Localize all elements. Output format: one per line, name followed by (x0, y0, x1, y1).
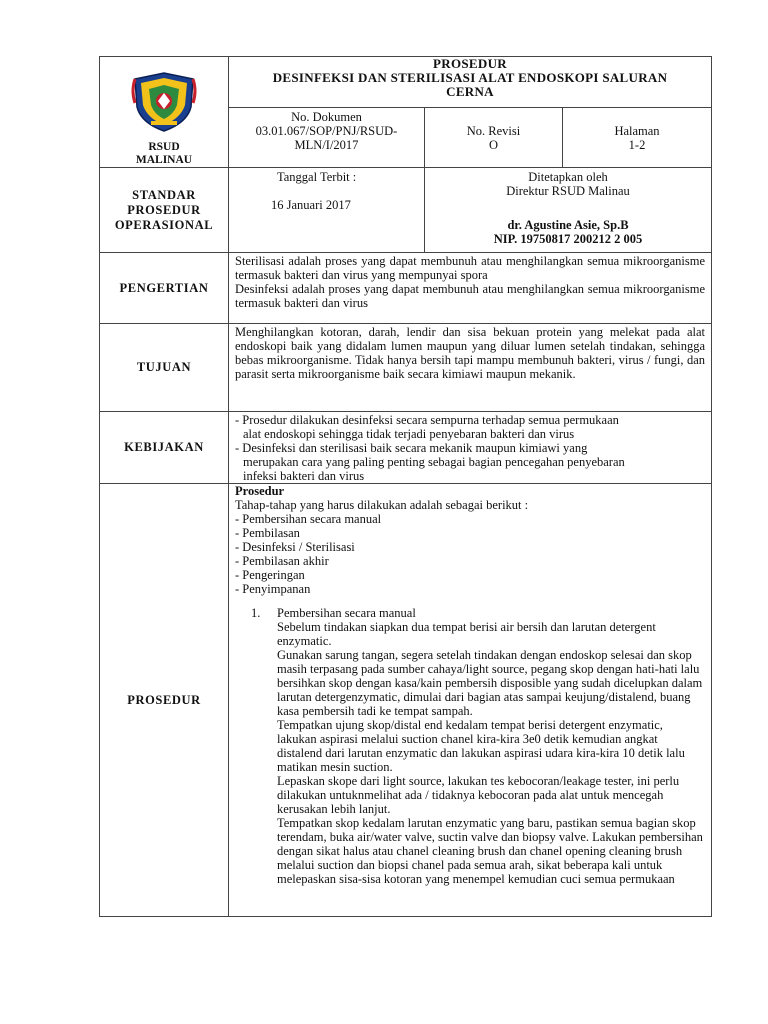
spo-label-line2: PROSEDUR (127, 202, 201, 217)
title-line3: CERNA (446, 84, 494, 99)
kebijakan-item2-line1: - Desinfeksi dan sterilisasi baik secara mekanik maupun kimiawi yang (235, 441, 588, 455)
ditetapkan-label: Ditetapkan oleh (528, 170, 608, 184)
ditetapkan-cell (425, 168, 712, 253)
kebijakan-label: KEBIJAKAN (100, 412, 229, 484)
logo-caption-line1: RSUD (148, 141, 180, 153)
tanggal-terbit-label: Tanggal Terbit : (277, 170, 357, 184)
stage-item: - Pengeringan (235, 568, 305, 582)
step-paragraph: Tempatkan ujung skop/distal end kedalam tempat berisi detergent enzymatic, lakukan aspirasi melalui suction chanel kira-kira 3e0 detik kemudian angkat distalend dari larutan enzymatic dan lakukan aspirasi udara kira-kira 10 detik lalu matikan mesin suction. (277, 718, 685, 774)
tujuan-label: TUJUAN (100, 324, 229, 412)
kebijakan-item2-line3: infeksi bakteri dan virus (243, 469, 365, 483)
signer-name: dr. Agustine Asie, Sp.B (507, 218, 629, 232)
pengertian-label: PENGERTIAN (100, 253, 229, 324)
step-paragraph: Lepaskan skope dari light source, lakukan tes kebocoran/leakage tester, ini perlu dilakukan untuknmelihat ada / tidaknya kebocoran pada alat untuk mencegah kerusakan lebih lanjut. (277, 774, 680, 816)
prosedur-steps (229, 606, 711, 886)
kebijakan-item1-line2: alat endoskopi sehingga tidak terjadi penyebaran bakteri dan virus (243, 427, 575, 441)
sop-table (99, 56, 712, 917)
tujuan-text: Menghilangkan kotoran, darah, lendir dan sisa bekuan protein yang melekat pada alat endoskopi baik yang didalam lumen maupun yang diluar lumen setelah tindakan, sehingga bebas mikroorganisme. Tidak hanya bersih tapi mampu membunuh bakteri, virus / fungi, dan parasit serta mikroorganisme baik secara kimiawi maupun mekanik. (235, 325, 705, 381)
step-title: Pembersihan secara manual (277, 606, 416, 620)
stage-item: - Pembilasan (235, 526, 300, 540)
pengertian-sterilisasi: Sterilisasi adalah proses yang dapat membunuh atau menghilangkan semua mikroorganisme termasuk bakteri dan virus yang mempunyai spora (235, 254, 705, 282)
prosedur-step-1 (229, 606, 711, 886)
spo-label-line3: OPERASIONAL (114, 217, 214, 232)
document-title (229, 57, 712, 108)
prosedur-heading: Prosedur (235, 484, 285, 498)
logo-caption-line2: MALINAU (135, 154, 193, 166)
halaman-cell (563, 107, 712, 167)
stage-item: - Desinfeksi / Sterilisasi (235, 540, 355, 554)
stage-item: - Pembilasan akhir (235, 554, 329, 568)
title-line2: DESINFEKSI DAN STERILISASI ALAT ENDOSKOPI SALURAN (272, 70, 668, 85)
tujuan-content (229, 324, 712, 412)
no-revisi-value: O (488, 137, 499, 152)
pengertian-desinfeksi: Desinfeksi adalah proses yang dapat membunuh atau menghilangkan semua mikroorganisme termasuk bakteri dan virus (235, 282, 705, 310)
prosedur-intro: Tahap-tahap yang harus dilakukan adalah sebagai berikut : (235, 498, 529, 512)
prosedur-label: PROSEDUR (100, 484, 229, 917)
no-dokumen-cell (229, 107, 425, 167)
tanggal-terbit-value: 16 Januari 2017 (271, 198, 351, 212)
title-line1: PROSEDUR (433, 56, 507, 71)
logo-caption (100, 141, 228, 167)
step-number: 1. (251, 606, 261, 620)
tanggal-terbit-cell (229, 168, 425, 253)
kebijakan-item1-line1: - Prosedur dilakukan desinfeksi secara sempurna terhadap semua permukaan (235, 413, 619, 427)
no-revisi-cell (425, 107, 563, 167)
spo-label-line1: STANDAR (132, 187, 196, 202)
stage-item: - Penyimpanan (235, 582, 311, 596)
pengertian-content (229, 253, 712, 324)
signer-nip: NIP. 19750817 200212 2 005 (493, 232, 643, 246)
halaman-value: 1-2 (628, 137, 646, 152)
shield-emblem-icon (129, 71, 199, 133)
logo-cell (100, 57, 229, 168)
halaman-label: Halaman (614, 123, 660, 138)
spo-label-cell (100, 168, 229, 253)
step-paragraph: Gunakan sarung tangan, segera setelah tindakan dengan endoskop selesai dan skop masih terpasang pada sumber cahaya/light source, pegang skop dengan hati-hati lalu bersihkan skop dengan kasa/kain pembersih disposible yang sudah dicelupkan dalam larutan detergenzymatic, dimulai dari bagian atas sampai keujung/distalend, buang kasa pembersih tadi ke tempat sampah. (277, 648, 703, 718)
no-dokumen-value-line2: MLN/I/2017 (294, 137, 359, 152)
no-dokumen-label: No. Dokumen (291, 109, 362, 124)
ditetapkan-position: Direktur RSUD Malinau (506, 184, 630, 198)
prosedur-content (229, 484, 712, 917)
rsud-malinau-logo (129, 71, 199, 138)
kebijakan-content (229, 412, 712, 484)
no-dokumen-value-line1: 03.01.067/SOP/PNJ/RSUD- (255, 123, 398, 138)
kebijakan-item2-line2: merupakan cara yang paling penting sebagai bagian pencegahan penyebaran (243, 455, 625, 469)
stage-item: - Pembersihan secara manual (235, 512, 382, 526)
no-revisi-label: No. Revisi (466, 123, 521, 138)
step-paragraph: Sebelum tindakan siapkan dua tempat berisi air bersih dan larutan detergent enzymatic. (277, 620, 656, 648)
step-paragraph: Tempatkan skop kedalam larutan enzymatic yang baru, pastikan semua bagian skop terendam, buka air/water valve, suctin valve dan biopsy valve. Lakukan pembersihan dengan sikat halus atau chanel cleaning brush dan chanel opening cleaning brush melalui suction dan biopsi chanel pada semua arah, sikat beberapa kali untuk melepaskan sisa-sisa kotoran yang menempel kemudian cuci semua permukaan (277, 816, 703, 886)
